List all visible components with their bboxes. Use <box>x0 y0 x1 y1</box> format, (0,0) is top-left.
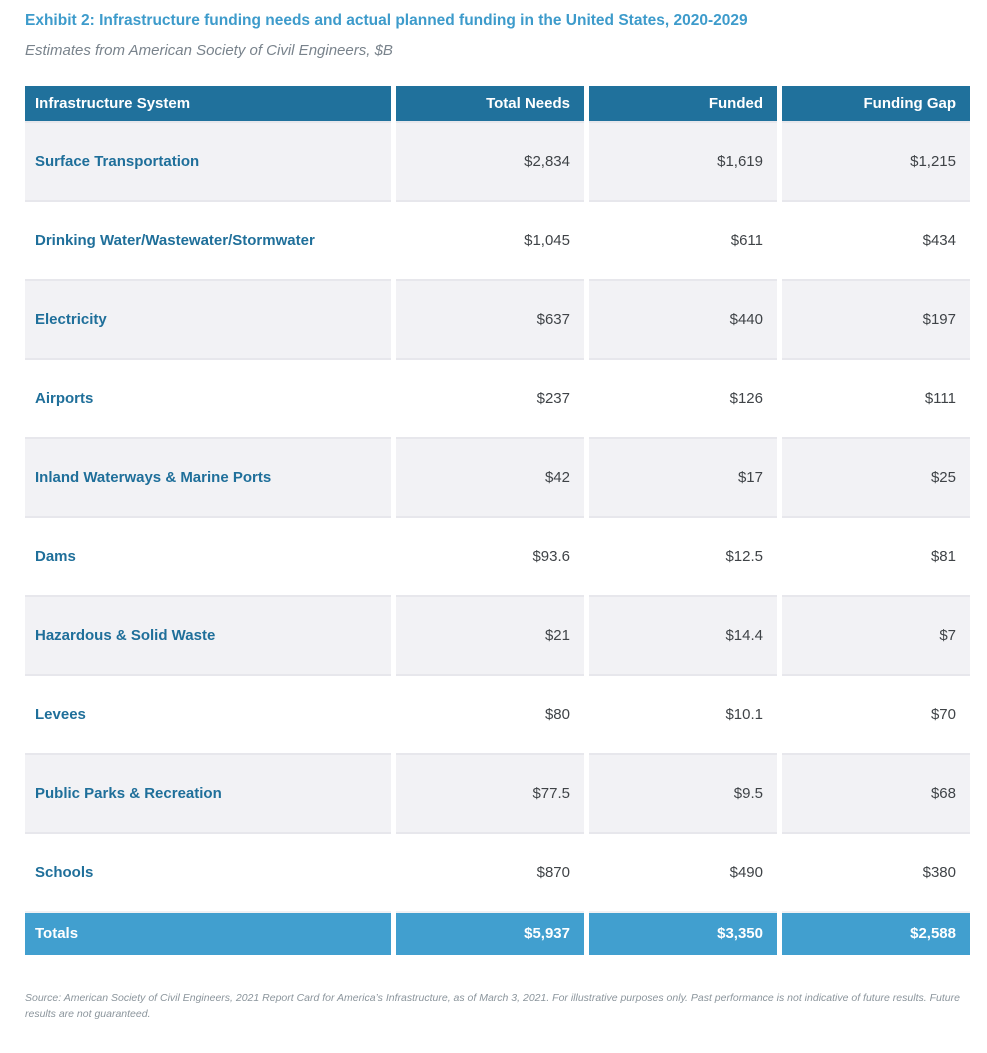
table-row <box>25 516 970 595</box>
cell-funding-gap: $7 <box>782 595 970 674</box>
totals-funded: $3,350 <box>589 911 777 955</box>
cell-funding-gap: $68 <box>782 753 970 832</box>
row-label: Electricity <box>25 279 391 358</box>
cell-funding-gap: $1,215 <box>782 121 970 200</box>
cell-funded: $17 <box>589 437 777 516</box>
row-label: Schools <box>25 832 391 911</box>
exhibit-container <box>25 0 970 1042</box>
table-row <box>25 200 970 279</box>
table-header-row <box>25 86 970 121</box>
cell-total-needs: $637 <box>396 279 584 358</box>
header-cell-total-needs: Total Needs <box>396 86 584 121</box>
cell-total-needs: $1,045 <box>396 200 584 279</box>
header-cell-funded: Funded <box>589 86 777 121</box>
cell-funded: $9.5 <box>589 753 777 832</box>
cell-funded: $1,619 <box>589 121 777 200</box>
cell-total-needs: $2,834 <box>396 121 584 200</box>
cell-funded: $10.1 <box>589 674 777 753</box>
cell-total-needs: $237 <box>396 358 584 437</box>
cell-total-needs: $21 <box>396 595 584 674</box>
page-title: Exhibit 2: Infrastructure funding needs and actual planned funding in the United States, 2020-2029 <box>25 12 748 29</box>
cell-funded: $12.5 <box>589 516 777 595</box>
totals-total-needs: $5,937 <box>396 911 584 955</box>
page-subtitle: Estimates from American Society of Civil Engineers, $B <box>25 41 393 59</box>
totals-funding-gap: $2,588 <box>782 911 970 955</box>
cell-total-needs: $77.5 <box>396 753 584 832</box>
cell-funding-gap: $25 <box>782 437 970 516</box>
row-label: Surface Transportation <box>25 121 391 200</box>
row-label: Public Parks & Recreation <box>25 753 391 832</box>
table-row <box>25 832 970 911</box>
row-label: Airports <box>25 358 391 437</box>
table-row <box>25 595 970 674</box>
source-note: Source: American Society of Civil Engineers, 2021 Report Card for America’s Infrastructure, as of March 3, 2021. For illustrative purposes only. Past performance is not indicative of future results. Future results are not guaranteed. <box>25 991 960 1020</box>
header-cell-infrastructure-system: Infrastructure System <box>25 86 391 121</box>
row-label: Dams <box>25 516 391 595</box>
cell-funding-gap: $70 <box>782 674 970 753</box>
cell-funding-gap: $380 <box>782 832 970 911</box>
cell-total-needs: $870 <box>396 832 584 911</box>
cell-funding-gap: $434 <box>782 200 970 279</box>
header-cell-funding-gap: Funding Gap <box>782 86 970 121</box>
table-row <box>25 121 970 200</box>
cell-funded: $440 <box>589 279 777 358</box>
row-label: Levees <box>25 674 391 753</box>
table-row <box>25 437 970 516</box>
table-row <box>25 358 970 437</box>
cell-funded: $490 <box>589 832 777 911</box>
cell-total-needs: $93.6 <box>396 516 584 595</box>
cell-total-needs: $42 <box>396 437 584 516</box>
cell-funded: $126 <box>589 358 777 437</box>
row-label: Inland Waterways & Marine Ports <box>25 437 391 516</box>
table-row <box>25 753 970 832</box>
cell-funding-gap: $197 <box>782 279 970 358</box>
cell-funded: $14.4 <box>589 595 777 674</box>
cell-total-needs: $80 <box>396 674 584 753</box>
cell-funding-gap: $81 <box>782 516 970 595</box>
cell-funding-gap: $111 <box>782 358 970 437</box>
table-row <box>25 279 970 358</box>
table-totals-row <box>25 911 970 955</box>
row-label: Drinking Water/Wastewater/Stormwater <box>25 200 391 279</box>
funding-table <box>25 86 970 955</box>
table-row <box>25 674 970 753</box>
row-label: Hazardous & Solid Waste <box>25 595 391 674</box>
cell-funded: $611 <box>589 200 777 279</box>
totals-label: Totals <box>25 911 391 955</box>
